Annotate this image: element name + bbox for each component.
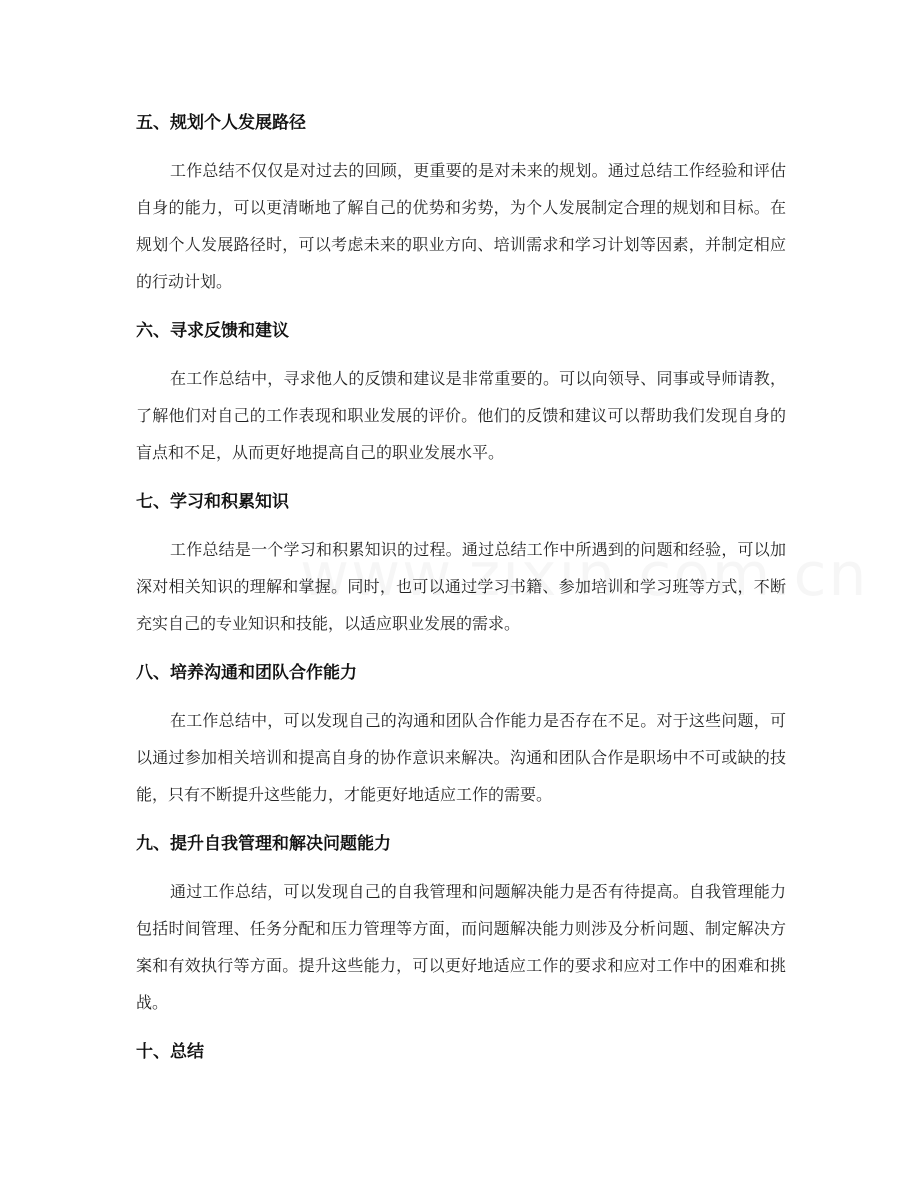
section-body-6: 在工作总结中，寻求他人的反馈和建议是非常重要的。可以向领导、同事或导师请教，了解他们对自己的工作表现和职业发展的评价。他们的反馈和建议可以帮助我们发现自身的盲点和不足，从而更好地提高自己的职业发展水平。 xyxy=(136,369,786,462)
section-body-9: 通过工作总结，可以发现自己的自我管理和问题解决能力是否有待提高。自我管理能力包括时间管理、任务分配和压力管理等方面，而问题解决能力则涉及分析问题、制定解决方案和有效执行等方面。提升这些能力，可以更好地适应工作的要求和应对工作中的困难和挑战。 xyxy=(136,882,786,1012)
section-title-10: 十、总结 xyxy=(136,1042,204,1062)
section-body-8: 在工作总结中，可以发现自己的沟通和团队合作能力是否存在不足。对于这些问题，可以通过参加相关培训和提高自身的协作意识来解决。沟通和团队合作是职场中不可或缺的技能，只有不断提升这些能力，才能更好地适应工作的需要。 xyxy=(136,711,786,804)
section-body-7: 工作总结是一个学习和积累知识的过程。通过总结工作中所遇到的问题和经验，可以加深对相关知识的理解和掌握。同时，也可以通过学习书籍、参加培训和学习班等方式，不断充实自己的专业知识和技能，以适应职业发展的需求。 xyxy=(136,540,786,633)
section-title-5: 五、规划个人发展路径 xyxy=(136,113,306,133)
section-title-6: 六、寻求反馈和建议 xyxy=(136,321,289,341)
section-title-8: 八、培养沟通和团队合作能力 xyxy=(136,663,357,683)
section-title-7: 七、学习和积累知识 xyxy=(136,492,289,512)
section-title-9: 九、提升自我管理和解决问题能力 xyxy=(136,834,391,854)
document-content xyxy=(136,106,786,1081)
section-body-5: 工作总结不仅仅是对过去的回顾，更重要的是对未来的规划。通过总结工作经验和评估自身的能力，可以更清晰地了解自己的优势和劣势，为个人发展制定合理的规划和目标。在规划个人发展路径时，可以考虑未来的职业方向、培训需求和学习计划等因素，并制定相应的行动计划。 xyxy=(136,161,786,291)
